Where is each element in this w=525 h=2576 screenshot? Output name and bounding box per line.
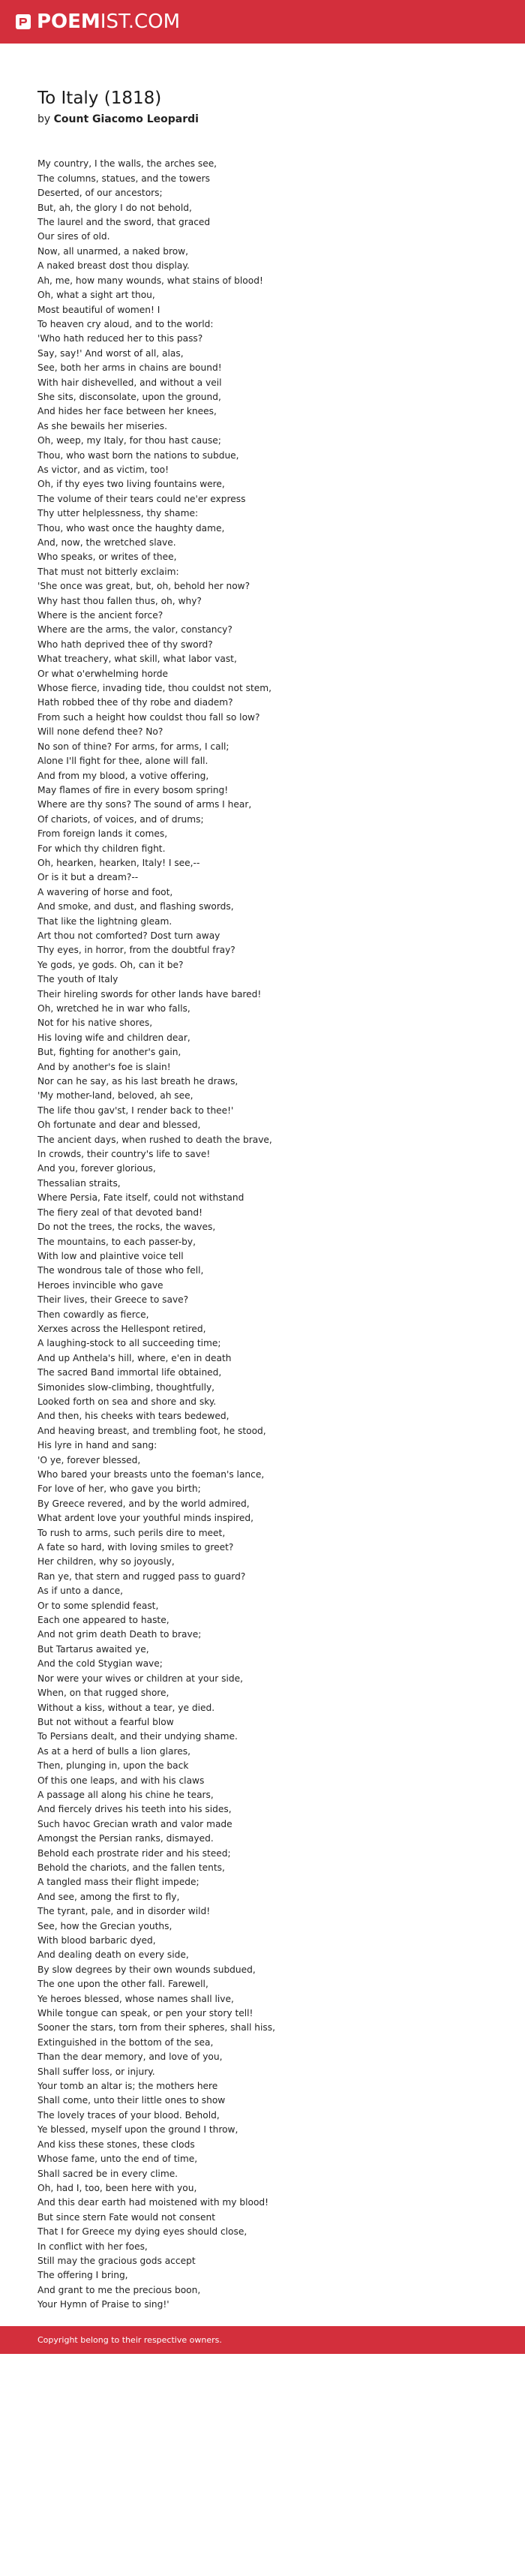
poem-line: With low and plaintive voice tell: [38, 1250, 184, 1261]
poem-line: That like the lightning gleam.: [38, 915, 172, 927]
poem-line: And from my blood, a votive offering,: [38, 770, 209, 781]
poem-line: Oh, had I, too, been here with you,: [38, 2182, 197, 2193]
poemist-logo-icon: [15, 14, 32, 30]
poem-line: Thessalian straits,: [38, 1177, 121, 1189]
poem-line: She sits, disconsolate, upon the ground,: [38, 391, 221, 402]
poem-line: The youth of Italy: [38, 974, 118, 985]
poem-line: See, how the Grecian youths,: [38, 1920, 172, 1931]
poem-line: To rush to arms, such perils dire to meet,: [38, 1527, 226, 1538]
poem-line: The tyrant, pale, and in disorder wild!: [38, 1906, 211, 1917]
poem-line: The columns, statues, and the towers: [38, 173, 210, 184]
poem-line: His loving wife and children dear,: [38, 1032, 190, 1043]
poem-line: Shall suffer loss, or injury.: [38, 2066, 155, 2077]
poem-line: The mountains, to each passer-by,: [38, 1236, 196, 1247]
poem-line: See, both her arms in chains are bound!: [38, 362, 222, 374]
poem-line: Thou, who wast born the nations to subdue,: [38, 449, 239, 461]
poem-line: A tangled mass their flight impede;: [38, 1877, 200, 1888]
poem-line: When, on that rugged shore,: [38, 1688, 170, 1699]
poem-line: 'My mother-land, beloved, ah see,: [38, 1090, 194, 1102]
logo-text-light: IST.COM: [100, 11, 181, 33]
poem-line: For love of her, who gave you birth;: [38, 1483, 201, 1495]
poem-line: Thy utter helplessness, thy shame:: [38, 508, 199, 519]
poem-line: 'O ye, forever blessed,: [38, 1454, 141, 1465]
poem-page: [0, 44, 525, 2326]
poem-line: Ye heroes blessed, whose names shall live,: [38, 1993, 234, 2004]
poem-line: In crowds, their country's life to save!: [38, 1149, 211, 1160]
poem-line: Nor can he say, as his last breath he draws,: [38, 1076, 238, 1087]
poem-line: As victor, and as victim, too!: [38, 464, 170, 475]
poem-line: Heroes invincible who gave: [38, 1279, 164, 1291]
poem-line: Oh, hearken, hearken, Italy! I see,--: [38, 857, 200, 868]
poem-line: A passage all along his chine he tears,: [38, 1789, 214, 1800]
poem-line: For which thy children fight.: [38, 843, 166, 854]
poem-line: Behold each prostrate rider and his steed;: [38, 1847, 231, 1859]
poem-line: But, fighting for another's gain,: [38, 1047, 182, 1058]
poem-line: Their lives, their Greece to save?: [38, 1294, 189, 1306]
site-logo[interactable]: [15, 12, 180, 32]
poem-line: That must not bitterly exclaim:: [38, 566, 179, 577]
poem-line: With hair dishevelled, and without a veil: [38, 377, 222, 388]
poem-line: And dealing death on every side,: [38, 1949, 189, 1961]
poem-line: To heaven cry aloud, and to the world:: [38, 318, 214, 329]
poem-title: To Italy (1818): [38, 89, 162, 108]
poem-line: Behold the chariots, and the fallen tents,: [38, 1862, 225, 1873]
poem-line: Most beautiful of women! I: [38, 304, 160, 315]
poem-line: And then, his cheeks with tears bedewed,: [38, 1411, 230, 1422]
poem-line: Still may the gracious gods accept: [38, 2255, 196, 2266]
poem-line: Shall come, unto their little ones to show: [38, 2095, 226, 2106]
poem-line: Shall sacred be in every clime.: [38, 2168, 178, 2179]
site-logo-text: [37, 12, 180, 32]
poem-line: Ye gods, ye gods. Oh, can it be?: [38, 959, 184, 970]
poem-line: His lyre in hand and sang:: [38, 1440, 158, 1451]
poem-line: Or is it but a dream?--: [38, 872, 139, 883]
poem-line: The fiery zeal of that devoted band!: [38, 1207, 203, 1218]
poem-line: Of chariots, of voices, and of drums;: [38, 813, 204, 825]
poem-line: Why hast thou fallen thus, oh, why?: [38, 595, 202, 606]
poem-line: Oh, what a sight art thou,: [38, 290, 155, 301]
poem-line: That I for Greece my dying eyes should close,: [38, 2226, 248, 2238]
poem-line: Oh, wretched he in war who falls,: [38, 1003, 190, 1014]
poem-line: Who hath deprived thee of thy sword?: [38, 639, 213, 650]
poem-body: [38, 157, 488, 2325]
poem-line: My country, I the walls, the arches see,: [38, 158, 218, 170]
poem-line: Of this one leaps, and with his claws: [38, 1775, 205, 1786]
poem-line: Your tomb an altar is; the mothers here: [38, 2081, 218, 2092]
poem-line: Looked forth on sea and shore and sky.: [38, 1396, 217, 1407]
poem-line: Or what o'erwhelming horde: [38, 668, 168, 679]
poem-line: As if unto a dance,: [38, 1586, 124, 1597]
poem-line: Oh, if thy eyes two living fountains were,: [38, 479, 225, 490]
poem-line: The one upon the other fall. Farewell,: [38, 1979, 208, 1990]
poem-line: Ran ye, that stern and rugged pass to guard?: [38, 1571, 246, 1582]
poem-line: Our sires of old.: [38, 231, 110, 242]
poem-line: Deserted, of our ancestors;: [38, 188, 163, 199]
poem-byline: [38, 113, 488, 125]
poem-line: As she bewails her miseries.: [38, 420, 168, 431]
poem-line: The offering I bring,: [38, 2270, 128, 2281]
poem-line: By slow degrees by their own wounds subdued,: [38, 1964, 256, 1975]
poem-line: And fiercely drives his teeth into his sides,: [38, 1804, 232, 1815]
poem-line: Such havoc Grecian wrath and valor made: [38, 1818, 232, 1829]
site-header: [0, 0, 525, 44]
poem-line: Who speaks, or writes of thee,: [38, 552, 177, 563]
poem-line: The life thou gav'st, I render back to thee!': [38, 1105, 234, 1116]
poem-line: Where are thy sons? The sound of arms I hear,: [38, 799, 252, 810]
poem-line: Or to some splendid feast,: [38, 1600, 159, 1611]
poem-line: May flames of fire in every bosom spring!: [38, 784, 229, 795]
poem-line: But, ah, the glory I do not behold,: [38, 202, 192, 213]
poem-line: And by another's foe is slain!: [38, 1061, 171, 1072]
logo-text-bold: POEM: [37, 11, 100, 33]
poem-line: As at a herd of bulls a lion glares,: [38, 1745, 190, 1757]
poem-line: Hath robbed thee of thy robe and diadem?: [38, 697, 233, 708]
poem-line: Whose fame, unto the end of time,: [38, 2154, 198, 2165]
poem-line: Whose fierce, invading tide, thou couldst not stem,: [38, 683, 272, 694]
poem-line: The volume of their tears could ne'er express: [38, 493, 246, 504]
poem-line: And see, among the first to fly,: [38, 1891, 180, 1902]
poem-line: And the cold Stygian wave;: [38, 1658, 163, 1670]
poem-line: Where is the ancient force?: [38, 610, 164, 621]
poem-line: Than the dear memory, and love of you,: [38, 2051, 223, 2063]
poem-line: Xerxes across the Hellespont retired,: [38, 1323, 206, 1334]
poem-line: Now, all unarmed, a naked brow,: [38, 245, 189, 257]
poem-line: With blood barbaric dyed,: [38, 1935, 156, 1946]
poem-line: In conflict with her foes,: [38, 2241, 148, 2252]
poem-line: Will none defend thee? No?: [38, 726, 164, 738]
poem-line: And not grim death Death to brave;: [38, 1629, 202, 1640]
poem-line: Not for his native shores,: [38, 1017, 153, 1029]
poem-line: And grant to me the precious boon,: [38, 2284, 201, 2295]
poem-line: And you, forever glorious,: [38, 1163, 156, 1174]
copyright-text: Copyright belong to their respective owners.: [38, 2334, 222, 2345]
poem-line: And up Anthela's hill, where, e'en in death: [38, 1352, 232, 1363]
poem-line: Your Hymn of Praise to sing!': [38, 2299, 170, 2310]
poem-line: The laurel and the sword, that graced: [38, 217, 211, 228]
poem-line: Each one appeared to haste,: [38, 1615, 170, 1626]
poem-line: And hides her face between her knees,: [38, 406, 217, 417]
poem-line: Ah, me, how many wounds, what stains of blood!: [38, 275, 263, 286]
poem-line: While tongue can speak, or pen your story tell!: [38, 2008, 254, 2019]
poem-line: 'Who hath reduced her to this pass?: [38, 333, 203, 344]
poem-line: Thou, who wast once the haughty dame,: [38, 522, 225, 534]
poem-line: Ye blessed, myself upon the ground I throw,: [38, 2124, 238, 2136]
poem-line: Sooner the stars, torn from their spheres, shall hiss,: [38, 2022, 275, 2033]
poem-line: And kiss these stones, these clods: [38, 2139, 195, 2150]
poem-line: And, now, the wretched slave.: [38, 537, 176, 548]
poem-line: Who bared your breasts unto the foeman's lance,: [38, 1469, 265, 1480]
poem-line: A naked breast dost thou display.: [38, 260, 190, 272]
poem-line: The ancient days, when rushed to death the brave,: [38, 1134, 272, 1145]
poem-line: Where Persia, Fate itself, could not withstand: [38, 1192, 244, 1204]
poem-line: The lovely traces of your blood. Behold,: [38, 2109, 220, 2121]
poem-line: And this dear earth had moistened with my blood!: [38, 2197, 269, 2208]
poem-line: Where are the arms, the valor, constancy?: [38, 624, 232, 636]
poem-line: Say, say!' And worst of all, alas,: [38, 347, 184, 359]
poem-line: Art thou not comforted? Dost turn away: [38, 930, 220, 941]
poem-line: 'She once was great, but, oh, behold her now?: [38, 581, 250, 592]
poem-line: A wavering of horse and foot,: [38, 886, 173, 897]
poem-line: By Greece revered, and by the world admired,: [38, 1498, 250, 1509]
poem-line: No son of thine? For arms, for arms, I call;: [38, 741, 230, 752]
poem-line: Alone I'll fight for thee, alone will fall.: [38, 756, 208, 767]
poem-line: From foreign lands it comes,: [38, 828, 168, 840]
poem-line: From such a height how couldst thou fall so low?: [38, 711, 260, 723]
poem-line: Then cowardly as fierce,: [38, 1309, 149, 1320]
poem-line: Extinguished in the bottom of the sea,: [38, 2036, 214, 2048]
poem-line: The sacred Band immortal life obtained,: [38, 1367, 222, 1378]
poem-line: What treachery, what skill, what labor vast,: [38, 654, 237, 665]
by-label: by: [38, 113, 51, 126]
poem-line: A laughing-stock to all succeeding time;: [38, 1338, 221, 1349]
poem-line: Their hireling swords for other lands have bared!: [38, 988, 262, 999]
poem-line: Amongst the Persian ranks, dismayed.: [38, 1833, 214, 1844]
site-footer: [0, 2326, 525, 2354]
author-link[interactable]: Count Giacomo Leopardi: [53, 113, 199, 126]
poem-line: Oh fortunate and dear and blessed,: [38, 1120, 201, 1131]
poem-line: Then, plunging in, upon the back: [38, 1760, 189, 1772]
poem-line: And smoke, and dust, and flashing swords,: [38, 901, 234, 912]
poem-line: But not without a fearful blow: [38, 1716, 174, 1727]
poem-line: What ardent love your youthful minds inspired,: [38, 1513, 254, 1524]
poem-line: Without a kiss, without a tear, ye died.: [38, 1702, 215, 1713]
poem-line: Her children, why so joyously,: [38, 1556, 175, 1568]
poem-line: And heaving breast, and trembling foot, he stood,: [38, 1425, 266, 1436]
poem-line: Do not the trees, the rocks, the waves,: [38, 1222, 216, 1233]
poem-line: To Persians dealt, and their undying shame.: [38, 1731, 238, 1742]
poem-line: Nor were your wives or children at your side,: [38, 1673, 243, 1684]
poem-line: But Tartarus awaited ye,: [38, 1643, 149, 1655]
poem-line: Thy eyes, in horror, from the doubtful fray?: [38, 945, 236, 956]
poem-line: Simonides slow-climbing, thoughtfully,: [38, 1381, 215, 1393]
poem-line: Oh, weep, my Italy, for thou hast cause;: [38, 435, 221, 446]
poem-line: The wondrous tale of those who fell,: [38, 1265, 204, 1276]
poem-line: A fate so hard, with loving smiles to greet?: [38, 1542, 234, 1553]
poem-line: But since stern Fate would not consent: [38, 2211, 216, 2223]
